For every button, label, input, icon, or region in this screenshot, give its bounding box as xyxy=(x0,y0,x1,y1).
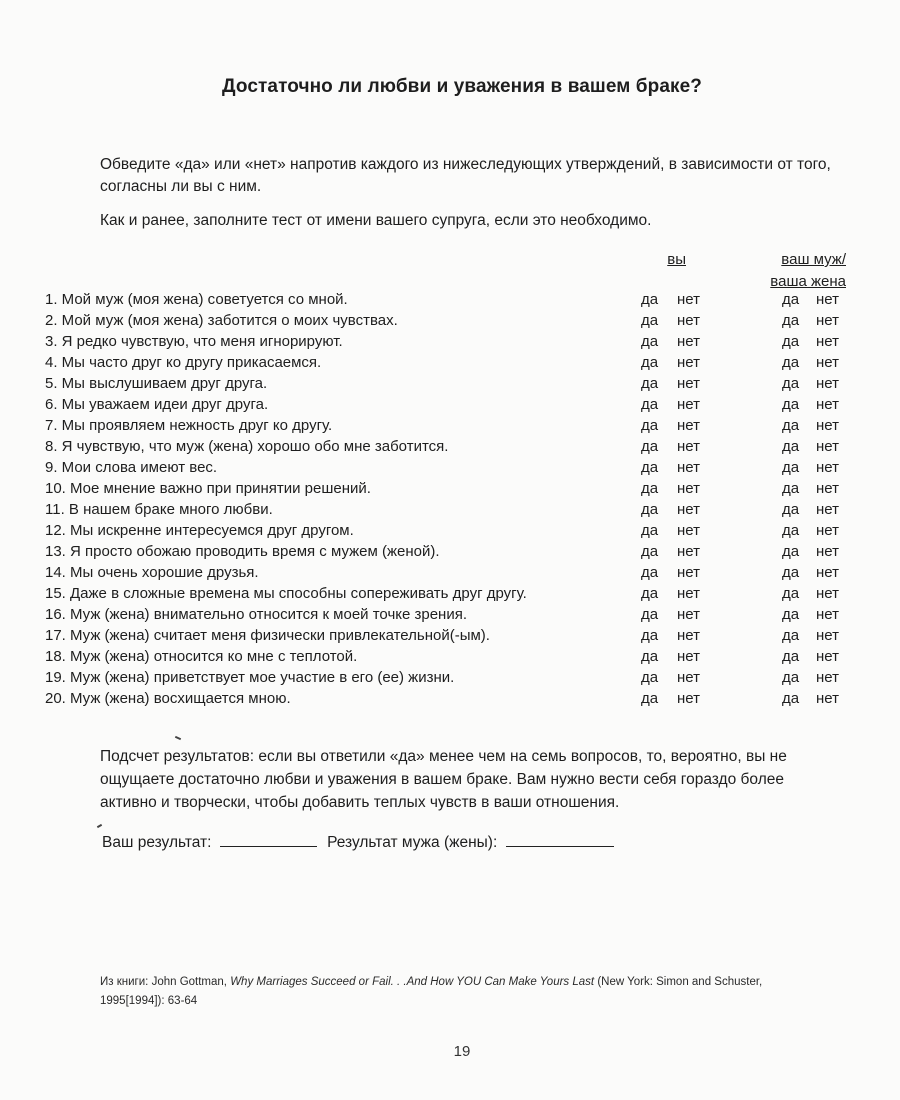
answer-you-yes[interactable]: да xyxy=(641,564,659,581)
answer-spouse-no[interactable]: нет xyxy=(816,459,839,476)
question-row xyxy=(45,352,865,373)
answer-you-yes[interactable]: да xyxy=(641,585,659,602)
question-text: 16. Муж (жена) внимательно относится к моей точке зрения. xyxy=(45,606,468,623)
answer-you-yes[interactable]: да xyxy=(641,480,659,497)
answer-you-no[interactable]: нет xyxy=(677,543,700,560)
answer-you-yes[interactable]: да xyxy=(641,648,659,665)
answer-you-yes[interactable]: да xyxy=(641,606,659,623)
answer-you-yes[interactable]: да xyxy=(641,501,659,518)
answer-you-no[interactable]: нет xyxy=(677,354,700,371)
answer-you-yes[interactable]: да xyxy=(641,417,659,434)
answer-you-yes[interactable]: да xyxy=(641,333,659,350)
question-row xyxy=(45,583,865,604)
pen-mark xyxy=(175,736,181,740)
question-text: 15. Даже в сложные времена мы способны сопереживать друг другу. xyxy=(45,585,527,602)
answer-spouse-no[interactable]: нет xyxy=(816,543,839,560)
question-row xyxy=(45,667,865,688)
answer-spouse-no[interactable]: нет xyxy=(816,606,839,623)
answer-you-yes[interactable]: да xyxy=(641,543,659,560)
answer-you-no[interactable]: нет xyxy=(677,312,700,329)
question-text: 5. Мы выслушиваем друг друга. xyxy=(45,375,268,392)
answer-spouse-yes[interactable]: да xyxy=(782,690,800,707)
answer-spouse-no[interactable]: нет xyxy=(816,501,839,518)
question-row xyxy=(45,415,865,436)
source-prefix: Из книги: xyxy=(100,976,149,988)
answer-you-yes[interactable]: да xyxy=(641,291,659,308)
instruction-circle-answers: Обведите «да» или «нет» напротив каждого из нижеследующих утверждений, в зависимости от того, согласны ли вы с ним. xyxy=(100,156,831,195)
answer-spouse-yes[interactable]: да xyxy=(782,396,800,413)
answer-spouse-no[interactable]: нет xyxy=(816,375,839,392)
source-book-title: Why Marriages Succeed or Fail. . .And How YOU Can Make Yours Last xyxy=(230,976,595,988)
answer-you-yes[interactable]: да xyxy=(641,522,659,539)
question-row xyxy=(45,688,865,709)
question-text: 13. Я просто обожаю проводить время с мужем (женой). xyxy=(45,543,440,560)
column-header-you: вы xyxy=(667,251,686,268)
answer-you-no[interactable]: нет xyxy=(677,585,700,602)
answer-you-no[interactable]: нет xyxy=(677,522,700,539)
answer-spouse-no[interactable]: нет xyxy=(816,354,839,371)
question-text: 7. Мы проявляем нежность друг ко другу. xyxy=(45,417,333,434)
answer-spouse-yes[interactable]: да xyxy=(782,669,800,686)
question-text: 20. Муж (жена) восхищается мною. xyxy=(45,690,291,707)
answer-spouse-yes[interactable]: да xyxy=(782,375,800,392)
answer-spouse-yes[interactable]: да xyxy=(782,438,800,455)
source-author: John Gottman, xyxy=(151,976,227,988)
column-header-spouse-line1: ваш муж/ xyxy=(781,251,846,268)
answer-spouse-no[interactable]: нет xyxy=(816,333,839,350)
answer-you-yes[interactable]: да xyxy=(641,312,659,329)
answer-spouse-yes[interactable]: да xyxy=(782,501,800,518)
question-row xyxy=(45,625,865,646)
answer-you-no[interactable]: нет xyxy=(677,459,700,476)
question-text: 19. Муж (жена) приветствует мое участие в его (ее) жизни. xyxy=(45,669,455,686)
answer-spouse-no[interactable]: нет xyxy=(816,312,839,329)
column-header-spouse xyxy=(740,249,846,293)
answer-you-yes[interactable]: да xyxy=(641,354,659,371)
answer-spouse-yes[interactable]: да xyxy=(782,585,800,602)
answer-spouse-yes[interactable]: да xyxy=(782,522,800,539)
question-text: 3. Я редко чувствую, что меня игнорируют. xyxy=(45,333,343,350)
answer-spouse-no[interactable]: нет xyxy=(816,291,839,308)
answer-you-yes[interactable]: да xyxy=(641,627,659,644)
instruction-spouse: Как и ранее, заполните тест от имени вашего супруга, если это необходимо. xyxy=(100,212,652,229)
answer-spouse-yes[interactable]: да xyxy=(782,354,800,371)
answer-spouse-no[interactable]: нет xyxy=(816,648,839,665)
answer-you-no[interactable]: нет xyxy=(677,480,700,497)
answer-spouse-yes[interactable]: да xyxy=(782,291,800,308)
answer-you-no[interactable]: нет xyxy=(677,438,700,455)
answer-spouse-yes[interactable]: да xyxy=(782,417,800,434)
answer-you-no[interactable]: нет xyxy=(677,417,700,434)
answer-you-yes[interactable]: да xyxy=(641,459,659,476)
question-text: 9. Мои слова имеют вес. xyxy=(45,459,218,476)
answer-you-no[interactable]: нет xyxy=(677,627,700,644)
page-title: Достаточно ли любви и уважения в вашем браке? xyxy=(222,76,702,97)
question-row xyxy=(45,520,865,541)
question-text: 12. Мы искренне интересуемся друг другом. xyxy=(45,522,354,539)
question-row xyxy=(45,310,865,331)
answer-you-no[interactable]: нет xyxy=(677,375,700,392)
answer-you-yes[interactable]: да xyxy=(641,396,659,413)
result-line xyxy=(102,832,620,852)
answer-spouse-no[interactable]: нет xyxy=(816,690,839,707)
question-text: 2. Мой муж (моя жена) заботится о моих чувствах. xyxy=(45,312,398,329)
answer-you-no[interactable]: нет xyxy=(677,564,700,581)
answer-spouse-no[interactable]: нет xyxy=(816,669,839,686)
answer-spouse-yes[interactable]: да xyxy=(782,627,800,644)
answer-spouse-yes[interactable]: да xyxy=(782,543,800,560)
answer-spouse-yes[interactable]: да xyxy=(782,606,800,623)
answer-spouse-no[interactable]: нет xyxy=(816,480,839,497)
column-header-spouse-line2: ваша жена xyxy=(770,273,846,290)
question-row xyxy=(45,646,865,667)
answer-spouse-no[interactable]: нет xyxy=(816,522,839,539)
question-row xyxy=(45,331,865,352)
answer-spouse-no[interactable]: нет xyxy=(816,438,839,455)
question-row xyxy=(45,541,865,562)
answer-you-yes[interactable]: да xyxy=(641,690,659,707)
answer-you-yes[interactable]: да xyxy=(641,438,659,455)
question-row xyxy=(45,436,865,457)
question-text: 17. Муж (жена) считает меня физически привлекательной(-ым). xyxy=(45,627,490,644)
question-text: 14. Мы очень хорошие друзья. xyxy=(45,564,259,581)
question-text: 11. В нашем браке много любви. xyxy=(45,501,273,518)
your-result-label: Ваш результат: xyxy=(102,834,212,851)
question-row xyxy=(45,478,865,499)
answer-you-no[interactable]: нет xyxy=(677,396,700,413)
source-citation xyxy=(100,973,800,1011)
answer-you-no[interactable]: нет xyxy=(677,690,700,707)
spouse-result-blank[interactable] xyxy=(506,832,614,847)
question-row xyxy=(45,373,865,394)
answer-spouse-no[interactable]: нет xyxy=(816,417,839,434)
question-row xyxy=(45,289,865,310)
answer-you-no[interactable]: нет xyxy=(677,333,700,350)
question-row xyxy=(45,604,865,625)
question-row xyxy=(45,499,865,520)
answer-spouse-no[interactable]: нет xyxy=(816,564,839,581)
question-text: 8. Я чувствую, что муж (жена) хорошо обо мне заботится. xyxy=(45,438,449,455)
answer-you-no[interactable]: нет xyxy=(677,501,700,518)
answer-spouse-yes[interactable]: да xyxy=(782,648,800,665)
answer-you-no[interactable]: нет xyxy=(677,606,700,623)
question-text: 6. Мы уважаем идеи друг друга. xyxy=(45,396,269,413)
answer-spouse-yes[interactable]: да xyxy=(782,564,800,581)
answer-spouse-no[interactable]: нет xyxy=(816,396,839,413)
answer-spouse-yes[interactable]: да xyxy=(782,312,800,329)
pen-mark xyxy=(97,824,102,828)
question-row xyxy=(45,457,865,478)
answer-you-yes[interactable]: да xyxy=(641,375,659,392)
question-text: 10. Мое мнение важно при принятии решений. xyxy=(45,480,371,497)
answer-you-no[interactable]: нет xyxy=(677,669,700,686)
scoring-paragraph: Подсчет результатов: если вы ответили «да» менее чем на семь вопросов, то, вероятно, вы не ощущаете достаточно любви и уважения в вашем браке. Вам нужно вести себя гораздо более активно и творчески, чтобы добавить теплых чувств в ваши отношения. xyxy=(100,748,787,811)
page-number: 19 xyxy=(453,1043,471,1060)
question-row xyxy=(45,562,865,583)
question-text: 1. Мой муж (моя жена) советуется со мной. xyxy=(45,291,348,308)
answer-spouse-no[interactable]: нет xyxy=(816,585,839,602)
answer-you-yes[interactable]: да xyxy=(641,669,659,686)
your-result-blank[interactable] xyxy=(220,832,317,847)
answer-you-no[interactable]: нет xyxy=(677,291,700,308)
questionnaire-list xyxy=(45,289,865,709)
spouse-result-label: Результат мужа (жены): xyxy=(327,834,498,851)
question-text: 4. Мы часто друг ко другу прикасаемся. xyxy=(45,354,322,371)
answer-you-no[interactable]: нет xyxy=(677,648,700,665)
answer-spouse-yes[interactable]: да xyxy=(782,333,800,350)
question-row xyxy=(45,394,865,415)
answer-spouse-no[interactable]: нет xyxy=(816,627,839,644)
answer-spouse-yes[interactable]: да xyxy=(782,480,800,497)
answer-spouse-yes[interactable]: да xyxy=(782,459,800,476)
source-publication: (New York: Simon and Schuster, 1995[1994]): 63-64 xyxy=(100,976,763,1007)
question-text: 18. Муж (жена) относится ко мне с теплотой. xyxy=(45,648,358,665)
